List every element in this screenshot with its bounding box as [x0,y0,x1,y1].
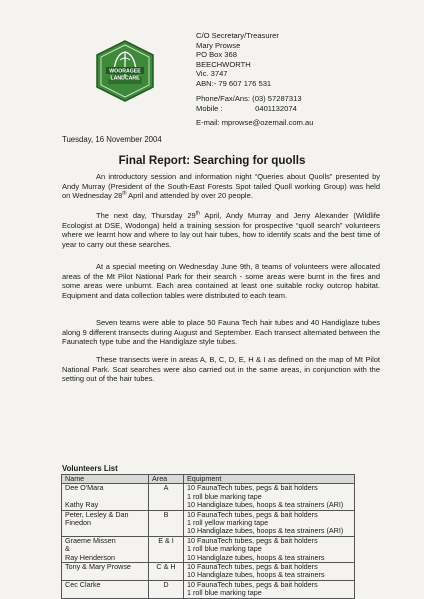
volunteer-name: Tony & Mary Prowse [62,563,149,581]
address-line: C/O Secretary/Treasurer [196,31,279,40]
volunteer-name: Peter, Lesley & Dan Finedon [62,510,149,536]
address-line: ABN:- 79 607 176 531 [196,78,272,88]
volunteer-equipment: 10 FaunaTech tubes, pegs & bait holders 1 roll blue marking tape [184,580,355,598]
header-area: Area [149,475,184,484]
address-block [196,31,279,89]
volunteer-area: A [149,484,184,510]
volunteer-equipment: 10 FaunaTech tubes, pegs & bait holders 1 roll yellow marking tape 10 Handiglaze tubes, hoops & tea strainers (ARI) [184,510,355,536]
svg-text:LANDCARE: LANDCARE [110,75,140,82]
table-row [62,563,355,581]
volunteers-heading: Volunteers List [62,464,118,473]
header-equipment: Equipment [184,475,355,484]
mobile-label: Mobile : [196,103,223,113]
address-line: BEECHWORTH [196,59,251,69]
phone-row [196,94,302,104]
wooragee-landcare-logo [94,40,156,102]
table-row [62,536,355,562]
volunteer-area: E & I [149,536,184,562]
paragraph-5: These transects were in areas A, B, C, D, E, H & I as defined on the map of Mt Pilot National Park. Scat searches were also carried out in the same areas, in conjunction with the setting out of the hair tubes. [62,355,380,383]
paragraph-3: At a special meeting on Wednesday June 9th, 8 teams of volunteers were allocated areas of the Mt Pilot National Park for their search - some areas were burnt in the fires and some areas were unburnt. Each area contained at least one suitable rocky outcrop habitat. Equipment and data collection tables were distributed to each team. [62,262,380,300]
mobile-row [196,104,302,114]
email-line: E-mail: mprowse@ozemail.com.au [196,118,314,127]
volunteer-equipment: 10 FaunaTech tubes, pegs & bait holders 10 Handiglaze tubes, hoops & tea strainers [184,563,355,581]
table-row [62,510,355,536]
volunteer-equipment: 10 FaunaTech tubes, pegs & bait holders 1 roll blue marking tape 10 Handiglaze tubes, hoops & tea strainers [184,536,355,562]
address-line: PO Box 368 [196,50,237,60]
document-date: Tuesday, 16 November 2004 [62,135,162,144]
svg-text:WOORAGEE: WOORAGEE [109,68,141,75]
mobile-value: 0401132074 [255,103,297,113]
table-row [62,580,355,598]
address-line: Mary Prowse [196,40,241,50]
contact-block [196,94,302,113]
phone-label: Phone/Fax/Ans: [196,94,251,103]
paragraph-2: The next day, Thursday 29th April, Andy Murray and Jerry Alexander (Wildlife Ecologist at DSE, Wodonga) held a training session for prospective “quoll search” volunteers where we learnt how and where to lay out hair tubes, how to identify scats and the best time of year to carry out these searches. [62,210,380,249]
paragraph-1: An introductory session and information night “Queries about Quolls” presented by Andy Murray (President of the South-East Forests Spot tailed Quoll working Group) was held on Wednesday 28th April and attended by over 20 people. [62,172,380,200]
volunteer-equipment: 10 FaunaTech tubes, pegs & bait holders 1 roll blue marking tape 10 Handiglaze tubes, hoops & tea strainers (ARI) [184,484,355,510]
document-title: Final Report: Searching for quolls [118,154,306,167]
address-line: Vic. 3747 [196,69,228,79]
table-row [62,484,355,510]
volunteer-area: D [149,580,184,598]
volunteer-name: Graeme Missen & Ray Henderson [62,536,149,562]
volunteers-table [61,474,355,599]
volunteer-name: Cec Clarke [62,580,149,598]
volunteer-area: B [149,510,184,536]
header-name: Name [62,475,149,484]
paragraph-4: Seven teams were able to place 50 Fauna Tech hair tubes and 40 Handiglaze tubes along 9 different transects during August and September. Each transect alternated between the Faunatech type tube and the Handiglaze style tubes. [62,318,380,346]
volunteer-area: C & H [149,563,184,581]
phone-value: (03) 57287313 [252,94,302,103]
volunteer-name: Dee O'Mara Kathy Ray [62,484,149,510]
